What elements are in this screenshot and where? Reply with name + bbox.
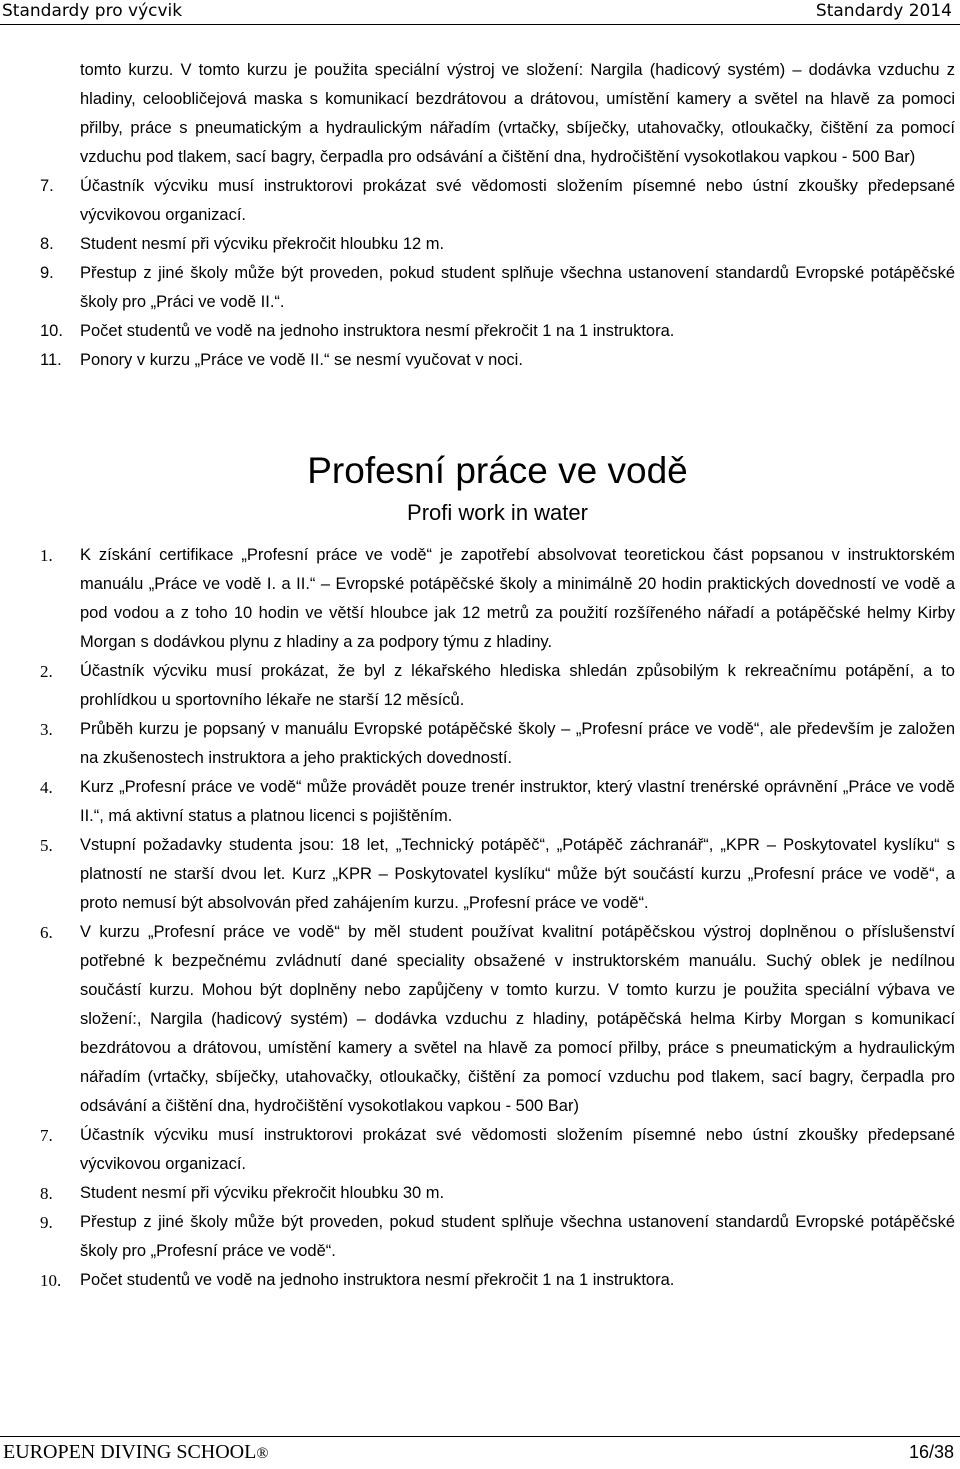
- page-number: 16/38: [908, 1442, 954, 1462]
- list-item-number: 2.: [40, 662, 53, 681]
- list-item-number: 8.: [40, 235, 54, 253]
- list-item-text: Účastník výcviku musí instruktorovi prokázat své vědomosti složením písemné nebo ústní zkoušky předepsané výcvikovou organizací.: [80, 1126, 955, 1173]
- list-item-number: 9.: [40, 264, 54, 282]
- list-item: [40, 541, 955, 657]
- list-item: [40, 715, 955, 773]
- list-item-number: 1.: [40, 546, 53, 565]
- list-item-text: Účastník výcviku musí instruktorovi prokázat své vědomosti složením písemné nebo ústní zkoušky předepsané výcvikovou organizací.: [80, 177, 955, 224]
- list-item-text: K získání certifikace „Profesní práce ve vodě“ je zapotřebí absolvovat teoretickou část popsanou v instruktorském manuálu „Práce ve vodě I. a II.“ – Evropské potápěčské školy a minimálně 20 hodin praktických dovedností ve vodě a pod vodou a z toho 10 hodin ve větší hloubce jak 12 metrů za použití rozšířeného nářadí a potápěčské helmy Kirby Morgan s dodávkou plynu z hladiny a za podpory týmu z hladiny.: [80, 546, 955, 651]
- section-subtitle: Profi work in water: [407, 500, 588, 525]
- second-numbered-list: [40, 541, 955, 1295]
- list-item-number: 11.: [40, 351, 62, 369]
- list-item-number: 4.: [40, 778, 53, 797]
- list-item-text: Počet studentů ve vodě na jednoho instruktora nesmí překročit 1 na 1 instruktora.: [80, 1271, 675, 1289]
- first-numbered-list: [40, 172, 955, 375]
- list-item: [40, 259, 955, 317]
- list-item: [40, 657, 955, 715]
- continued-paragraph: tomto kurzu. V tomto kurzu je použita speciální výstroj ve složení: Nargila (hadicový systém) – dodávka vzduchu z hladiny, celoobličejová maska s komunikací bezdrátovou a drátovou, umístění kamery a světel na hlavě za pomoci přilby, práce s pneumatickým a hydraulickým nářadím (vrtačky, sbíječky, utahovačky, otloukačky, čištění za pomocí vzduchu pod tlakem, sací bagry, čerpadla pro odsávání a čištění dna, hydročištění vysokotlakou vapkou - 500 Bar): [80, 61, 955, 166]
- footer-school-name-text: EUROPEN DIVING SCHOOL: [3, 1441, 257, 1463]
- list-item-text: Kurz „Profesní práce ve vodě“ může provádět pouze trenér instruktor, který vlastní trenérské oprávnění „Práce ve vodě II.“, má aktivní status a platnou licenci s pojištěním.: [80, 778, 955, 825]
- list-item: [40, 230, 955, 259]
- list-item-number: 3.: [40, 720, 53, 739]
- list-item-text: Účastník výcviku musí prokázat, že byl z lékařského hlediska shledán způsobilým k rekreačnímu potápění, a to prohlídkou u sportovního lékaře ne starší 12 měsíců.: [80, 662, 955, 709]
- list-item-text: Student nesmí při výcviku překročit hloubku 12 m.: [80, 235, 445, 253]
- list-item: [40, 172, 955, 230]
- list-item-number: 9.: [40, 1213, 53, 1232]
- header-right-title: Standardy 2014: [815, 1, 952, 21]
- list-item-number: 7.: [40, 177, 54, 195]
- list-item-text: Přestup z jiné školy může být proveden, pokud student splňuje všechna ustanovení standardů Evropské potápěčské školy pro „Profesní práce ve vodě“.: [80, 1213, 955, 1260]
- list-item-text: Počet studentů ve vodě na jednoho instruktora nesmí překročit 1 na 1 instruktora.: [80, 322, 675, 340]
- page-footer: [0, 1436, 960, 1467]
- list-item: [40, 1266, 955, 1295]
- list-item-number: 8.: [40, 1184, 53, 1203]
- section-title: Profesní práce ve vodě: [307, 450, 688, 491]
- list-item-text: Průběh kurzu je popsaný v manuálu Evropské potápěčské školy – „Profesní práce ve vodě“, ale především je založen na zkušenostech instruktora a jeho praktických dovedností.: [80, 720, 955, 767]
- registered-trademark-icon: ®: [256, 1445, 269, 1462]
- list-item-text: Přestup z jiné školy může být proveden, pokud student splňuje všechna ustanovení standardů Evropské potápěčské školy pro „Práci ve vodě II.“.: [80, 264, 955, 311]
- document-body: [40, 56, 955, 1295]
- page-header: [0, 0, 960, 25]
- list-item: [40, 773, 955, 831]
- list-item-number: 7.: [40, 1126, 53, 1145]
- header-left-title: Standardy pro výcvik: [2, 1, 183, 21]
- section-heading: [40, 447, 955, 527]
- list-item-text: Student nesmí při výcviku překročit hloubku 30 m.: [80, 1184, 445, 1202]
- footer-school-name: [3, 1437, 269, 1469]
- list-item: [40, 1208, 955, 1266]
- list-item: [40, 346, 955, 375]
- list-item-number: 10.: [40, 322, 63, 340]
- list-item-number: 10.: [40, 1271, 62, 1290]
- list-item-number: 6.: [40, 923, 53, 942]
- list-item: [40, 317, 955, 346]
- list-item-text: Vstupní požadavky studenta jsou: 18 let, „Technický potápěč“, „Potápěč záchranář“, „KPR – Poskytovatel kyslíku“ s platností ne starší dvou let. Kurz „KPR – Poskytovatel kyslíku“ může být součástí kurzu „Profesní práce ve vodě“, a proto nemusí být absolvován před zahájením kurzu. „Profesní práce ve vodě“.: [80, 836, 955, 912]
- list-item-text: V kurzu „Profesní práce ve vodě“ by měl student používat kvalitní potápěčskou výstroj doplněnou o příslušenství potřebné k bezpečnému zvládnutí dané speciality obsažené v instruktorském manuálu. Suchý oblek je nedílnou součástí kurzu. Mohou být doplněny nebo zapůjčeny v tomto kurzu. V tomto kurzu je použita speciální výbava ve složení:, Nargila (hadicový systém) – dodávka vzduchu z hladiny, potápěčská helma Kirby Morgan s komunikací bezdrátovou a drátovou, umístění kamery a světel na hlavě za pomocí přilby, práce s pneumatickým a hydraulickým nářadím (vrtačky, sbíječky, utahovačky, otloukačky, čištění za pomocí vzduchu pod tlakem, sací bagry, čerpadla pro odsávání a čištění dna, hydročištění vysokotlakou vapkou - 500 Bar): [80, 923, 955, 1115]
- list-item: [40, 831, 955, 918]
- list-item-number: 5.: [40, 836, 53, 855]
- list-item-text: Ponory v kurzu „Práce ve vodě II.“ se nesmí vyučovat v noci.: [80, 351, 523, 369]
- list-item: [40, 1121, 955, 1179]
- list-item: [40, 918, 955, 1121]
- list-item: [40, 1179, 955, 1208]
